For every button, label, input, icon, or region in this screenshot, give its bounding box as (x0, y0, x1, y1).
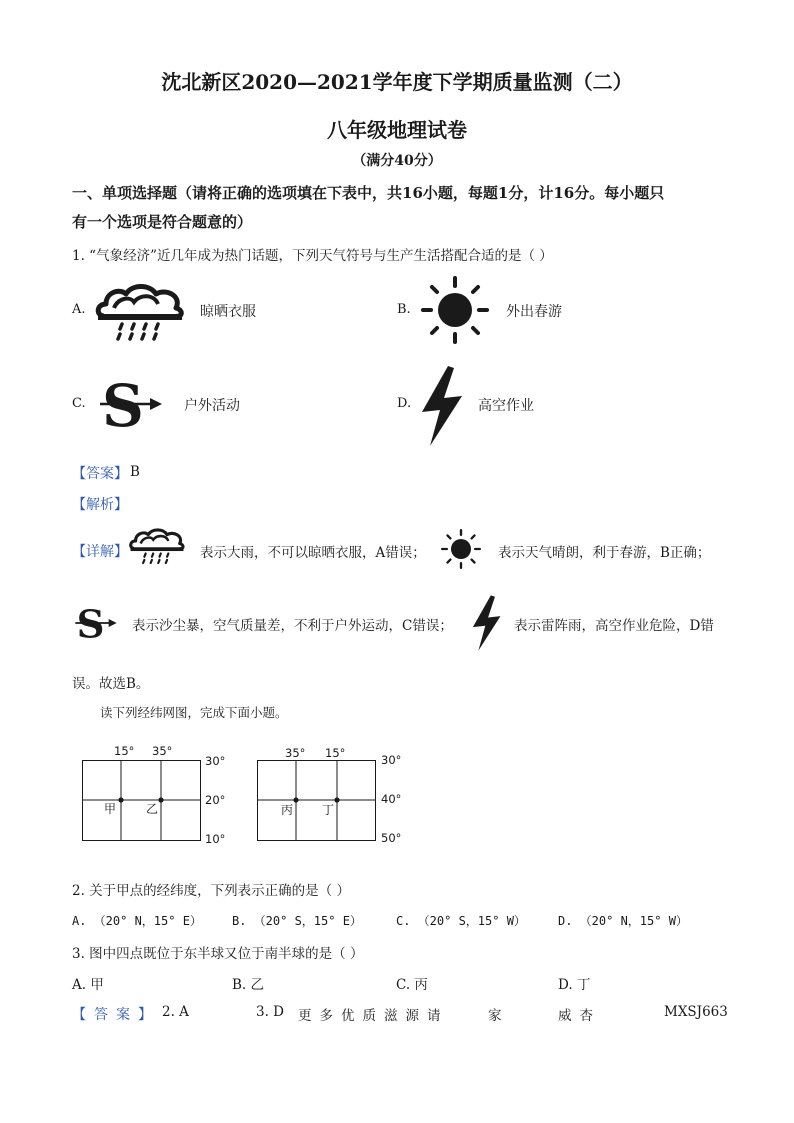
section-heading-line2: 有一个选项是符合题意的） (72, 213, 253, 231)
question-3-stem: 3. 图中四点既位于东半球又位于南半球的是（ ） (72, 946, 364, 962)
sunny-icon-small (440, 529, 482, 569)
detail-tag: 【详解】 (72, 544, 128, 560)
answers-tag: 【答案】 (72, 1007, 160, 1023)
q3-option-a: A. 甲 (72, 977, 104, 993)
grid1-top-label-2: 35° (152, 744, 173, 758)
answer-value: B (130, 464, 140, 480)
point-label-jia: 甲 (104, 802, 117, 816)
watermark-code: MXSJ663 (664, 1004, 728, 1020)
grid1-right-label-2: 20° (205, 793, 226, 807)
detail-end-text: 误。故选B。 (72, 676, 150, 692)
grid2-top-label-1: 35° (285, 746, 306, 760)
sunny-icon (420, 276, 490, 344)
heavy-rain-icon-small (128, 526, 186, 566)
exam-title: 沈北新区2020—2021学年度下学期质量监测（二） (161, 70, 633, 94)
point-label-ding: 丁 (322, 803, 335, 817)
grid2-right-label-3: 50° (381, 831, 402, 845)
full-score: （满分40分） (352, 153, 442, 169)
graticule-2-lines (257, 760, 377, 842)
grid2-right-label-1: 30° (381, 753, 402, 767)
detail-sun-text: 表示天气晴朗，利于春游，B正确； (498, 545, 711, 561)
analysis-tag: 【解析】 (72, 497, 128, 513)
question-1-stem: 1. “气象经济”近几年成为热门话题，下列天气符号与生产生活搭配合适的是（ ） (72, 248, 553, 264)
watermark-text-2: 家 (488, 1008, 502, 1024)
watermark-text: 更多优质滋源请 (298, 1008, 449, 1024)
q2-option-a: A. （20° N，15° E） (72, 914, 202, 928)
grid1-top-label-1: 15° (114, 744, 135, 758)
watermark-text-3: 威杏 (558, 1008, 601, 1024)
option-a-text: 晾晒衣服 (200, 304, 256, 320)
svg-text:S: S (76, 602, 105, 648)
option-c-letter: C. (72, 396, 86, 411)
q3-option-d: D. 丁 (558, 977, 591, 993)
exam-subtitle: 八年级地理试卷 (327, 118, 467, 142)
grid2-top-label-2: 15° (325, 746, 346, 760)
point-label-yi: 乙 (146, 802, 159, 816)
q2-option-c: C. （20° S，15° W） (396, 914, 526, 928)
point-label-bing: 丙 (281, 803, 294, 817)
answer-2: 2. A (162, 1004, 189, 1020)
option-a-letter: A. (72, 302, 86, 317)
option-c-text: 户外活动 (184, 398, 240, 414)
detail-sand-text: 表示沙尘暴，空气质量差，不利于户外运动，C错误； (132, 618, 453, 634)
sandstorm-icon (98, 372, 164, 440)
q2-option-b: B. （20° S，15° E） (232, 914, 362, 928)
sandstorm-icon-small (74, 602, 118, 648)
q3-option-c: C. 丙 (396, 977, 428, 993)
grid-intro: 读下列经纬网图，完成下面小题。 (100, 705, 288, 720)
answer-tag: 【答案】 (72, 466, 128, 482)
option-b-text: 外出春游 (506, 304, 562, 320)
q2-option-d: D. （20° N，15° W） (558, 914, 688, 928)
question-2-stem: 2. 关于甲点的经纬度，下列表示正确的是（ ） (72, 883, 350, 899)
heavy-rain-icon (94, 282, 186, 342)
option-d-text: 高空作业 (478, 398, 534, 414)
q3-option-b: B. 乙 (232, 977, 265, 993)
grid1-right-label-3: 10° (205, 832, 226, 846)
graticule-1-lines (82, 760, 202, 842)
detail-thunder-text: 表示雷阵雨，高空作业危险，D错 (514, 618, 714, 634)
thunderstorm-icon-small (470, 594, 502, 652)
option-d-letter: D. (397, 396, 412, 411)
grid1-right-label-1: 30° (205, 754, 226, 768)
thunderstorm-icon (418, 364, 464, 448)
section-heading-line1: 一、单项选择题（请将正确的选项填在下表中，共16小题，每题1分，计16分。每小题只 (72, 184, 665, 202)
svg-text:S: S (102, 372, 144, 440)
option-b-letter: B. (397, 302, 411, 317)
grid2-right-label-2: 40° (381, 792, 402, 806)
detail-rain-text: 表示大雨，不可以晾晒衣服，A错误； (200, 545, 426, 561)
answer-3: 3. D (256, 1004, 284, 1020)
